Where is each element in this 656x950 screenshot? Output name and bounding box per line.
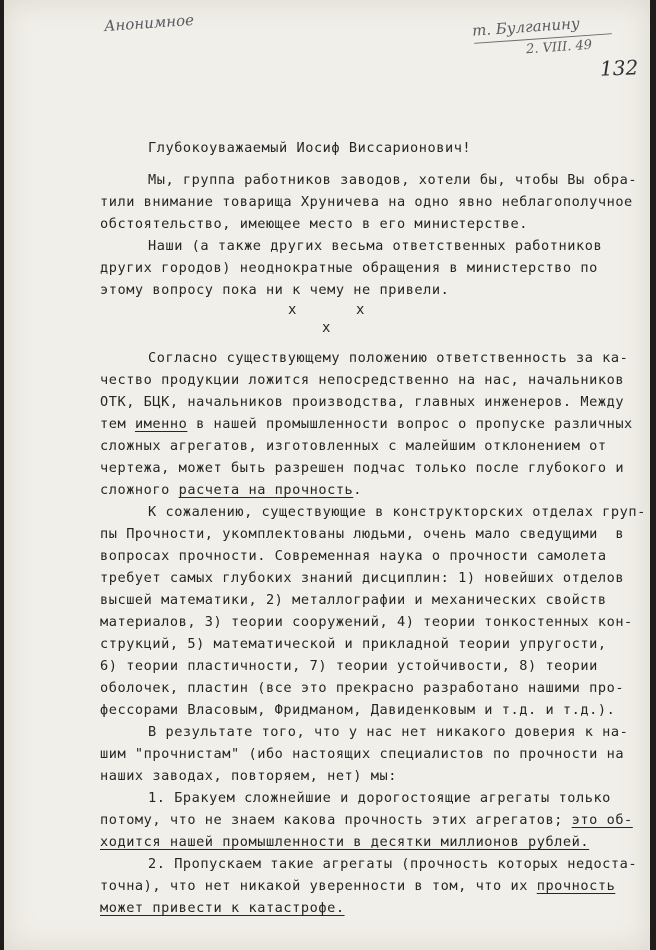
paragraph-5-line: В результате того, что у нас нет никакого доверия к на- [148,724,629,740]
text-segment: точна), что нет никакой уверенности в том, что их [100,878,537,894]
underlined-text: ходится нашей промышленности в десятки миллионов рублей. [100,834,590,850]
text-segment: в нашей промышленности вопрос о пропуске различных [187,416,633,432]
paragraph-4-line: фессорами Власовым, Фридманом, Давиденковым и т.д. и т.д.). [100,702,616,718]
paragraph-4-line: струкций, 5) математической и прикладной теории упругости, [100,636,607,652]
paragraph-3-line [100,482,362,498]
paragraph-4-line: пы Прочности, укомплектованы людьми, очень мало сведущими в [100,526,625,542]
list-item-1-line [100,834,589,850]
text-segment: потому, что не знаем какова прочность этих агрегатов; [100,812,572,828]
underlined-text: прочность [536,878,616,894]
handwritten-note-anonymous: Анонимное [103,10,195,36]
list-item-1-line: 1. Бракуем сложнейшие и дорогостоящие агрегаты только [148,790,611,806]
underlined-text: может привести к катастрофе. [100,900,345,916]
document-page [4,0,650,950]
paragraph-4-line: требует самых глубоких знаний дисциплин: 1) новейших отделов [100,570,625,586]
paragraph-1-line: обстоятельство, имеющее место в его министерстве. [100,216,528,232]
paragraph-3-line: Согласно существующему положению ответственность за ка- [148,350,629,366]
paragraph-5-line: шим "прочнистам" (ибо настоящих специалистов по прочности на [100,746,625,762]
separator-mark: x [288,302,297,318]
paragraph-4-line: оболочек, пластин (все это прекрасно разработано нашими про- [100,680,625,696]
list-item-2-line [100,878,615,894]
page-number: 132 [599,55,639,81]
paragraph-4-line: вопросах прочности. Современная наука о прочности самолета [100,548,607,564]
paragraph-3-line: ОТК, БЦК, начальников производства, главных инженеров. Между [100,394,625,410]
text-segment: . [353,482,363,498]
paragraph-1-line: Мы, группа работников заводов, хотели бы, чтобы Вы обра- [148,172,638,188]
separator-mark: x [322,320,331,336]
paragraph-2-line: этому вопросу пока ни к чему не привели. [100,282,450,298]
handwritten-date: 2. VIII. 49 [525,37,593,58]
paragraph-3-line: чертежа, может быть разрешен подчас только после глубокого и [100,460,625,476]
handwritten-addressee: т. Булганину [471,14,581,40]
paragraph-2-line: других городов) неоднократные обращения в министерство по [100,260,598,276]
list-item-2-line [100,900,345,916]
paragraph-4-line: 6) теории пластичности, 7) теории устойчивости, 8) теории [100,658,598,674]
separator-mark: x [356,302,365,318]
paragraph-4-line: высшей математики, 2) металлографии и механических свойств [100,592,607,608]
paragraph-3-line [100,416,633,432]
text-segment: тем [100,416,135,432]
paragraph-3-line: чество продукции ложится непосредственно на нас, начальников [100,372,625,388]
text-segment: сложного [100,482,179,498]
underlined-text: это об- [571,812,633,828]
paragraph-4-line: К сожалению, существующие в конструкторских отделах груп- [148,504,646,520]
paragraph-3-line: сложных агрегатов, изготовленных с малейшим отклонением от [100,438,607,454]
paragraph-2-line: Наши (а также других весьма ответственных работников [148,238,603,254]
underlined-text: именно [134,416,188,432]
list-item-1-line [100,812,633,828]
underlined-text: расчета на прочность [178,482,354,498]
salutation: Глубокоуважаемый Иосиф Виссарионович! [148,140,472,156]
list-item-2-line: 2. Пропускаем такие агрегаты (прочность которых недоста- [148,856,638,872]
paragraph-1-line: тили внимание товарища Хруничева на одно явно неблагополучное [100,194,633,210]
paragraph-4-line: материалов, 3) теории сооружений, 4) теории тонкостенных кон- [100,614,633,630]
paragraph-5-line: наших заводах, повторяем, нет) мы: [100,768,397,784]
